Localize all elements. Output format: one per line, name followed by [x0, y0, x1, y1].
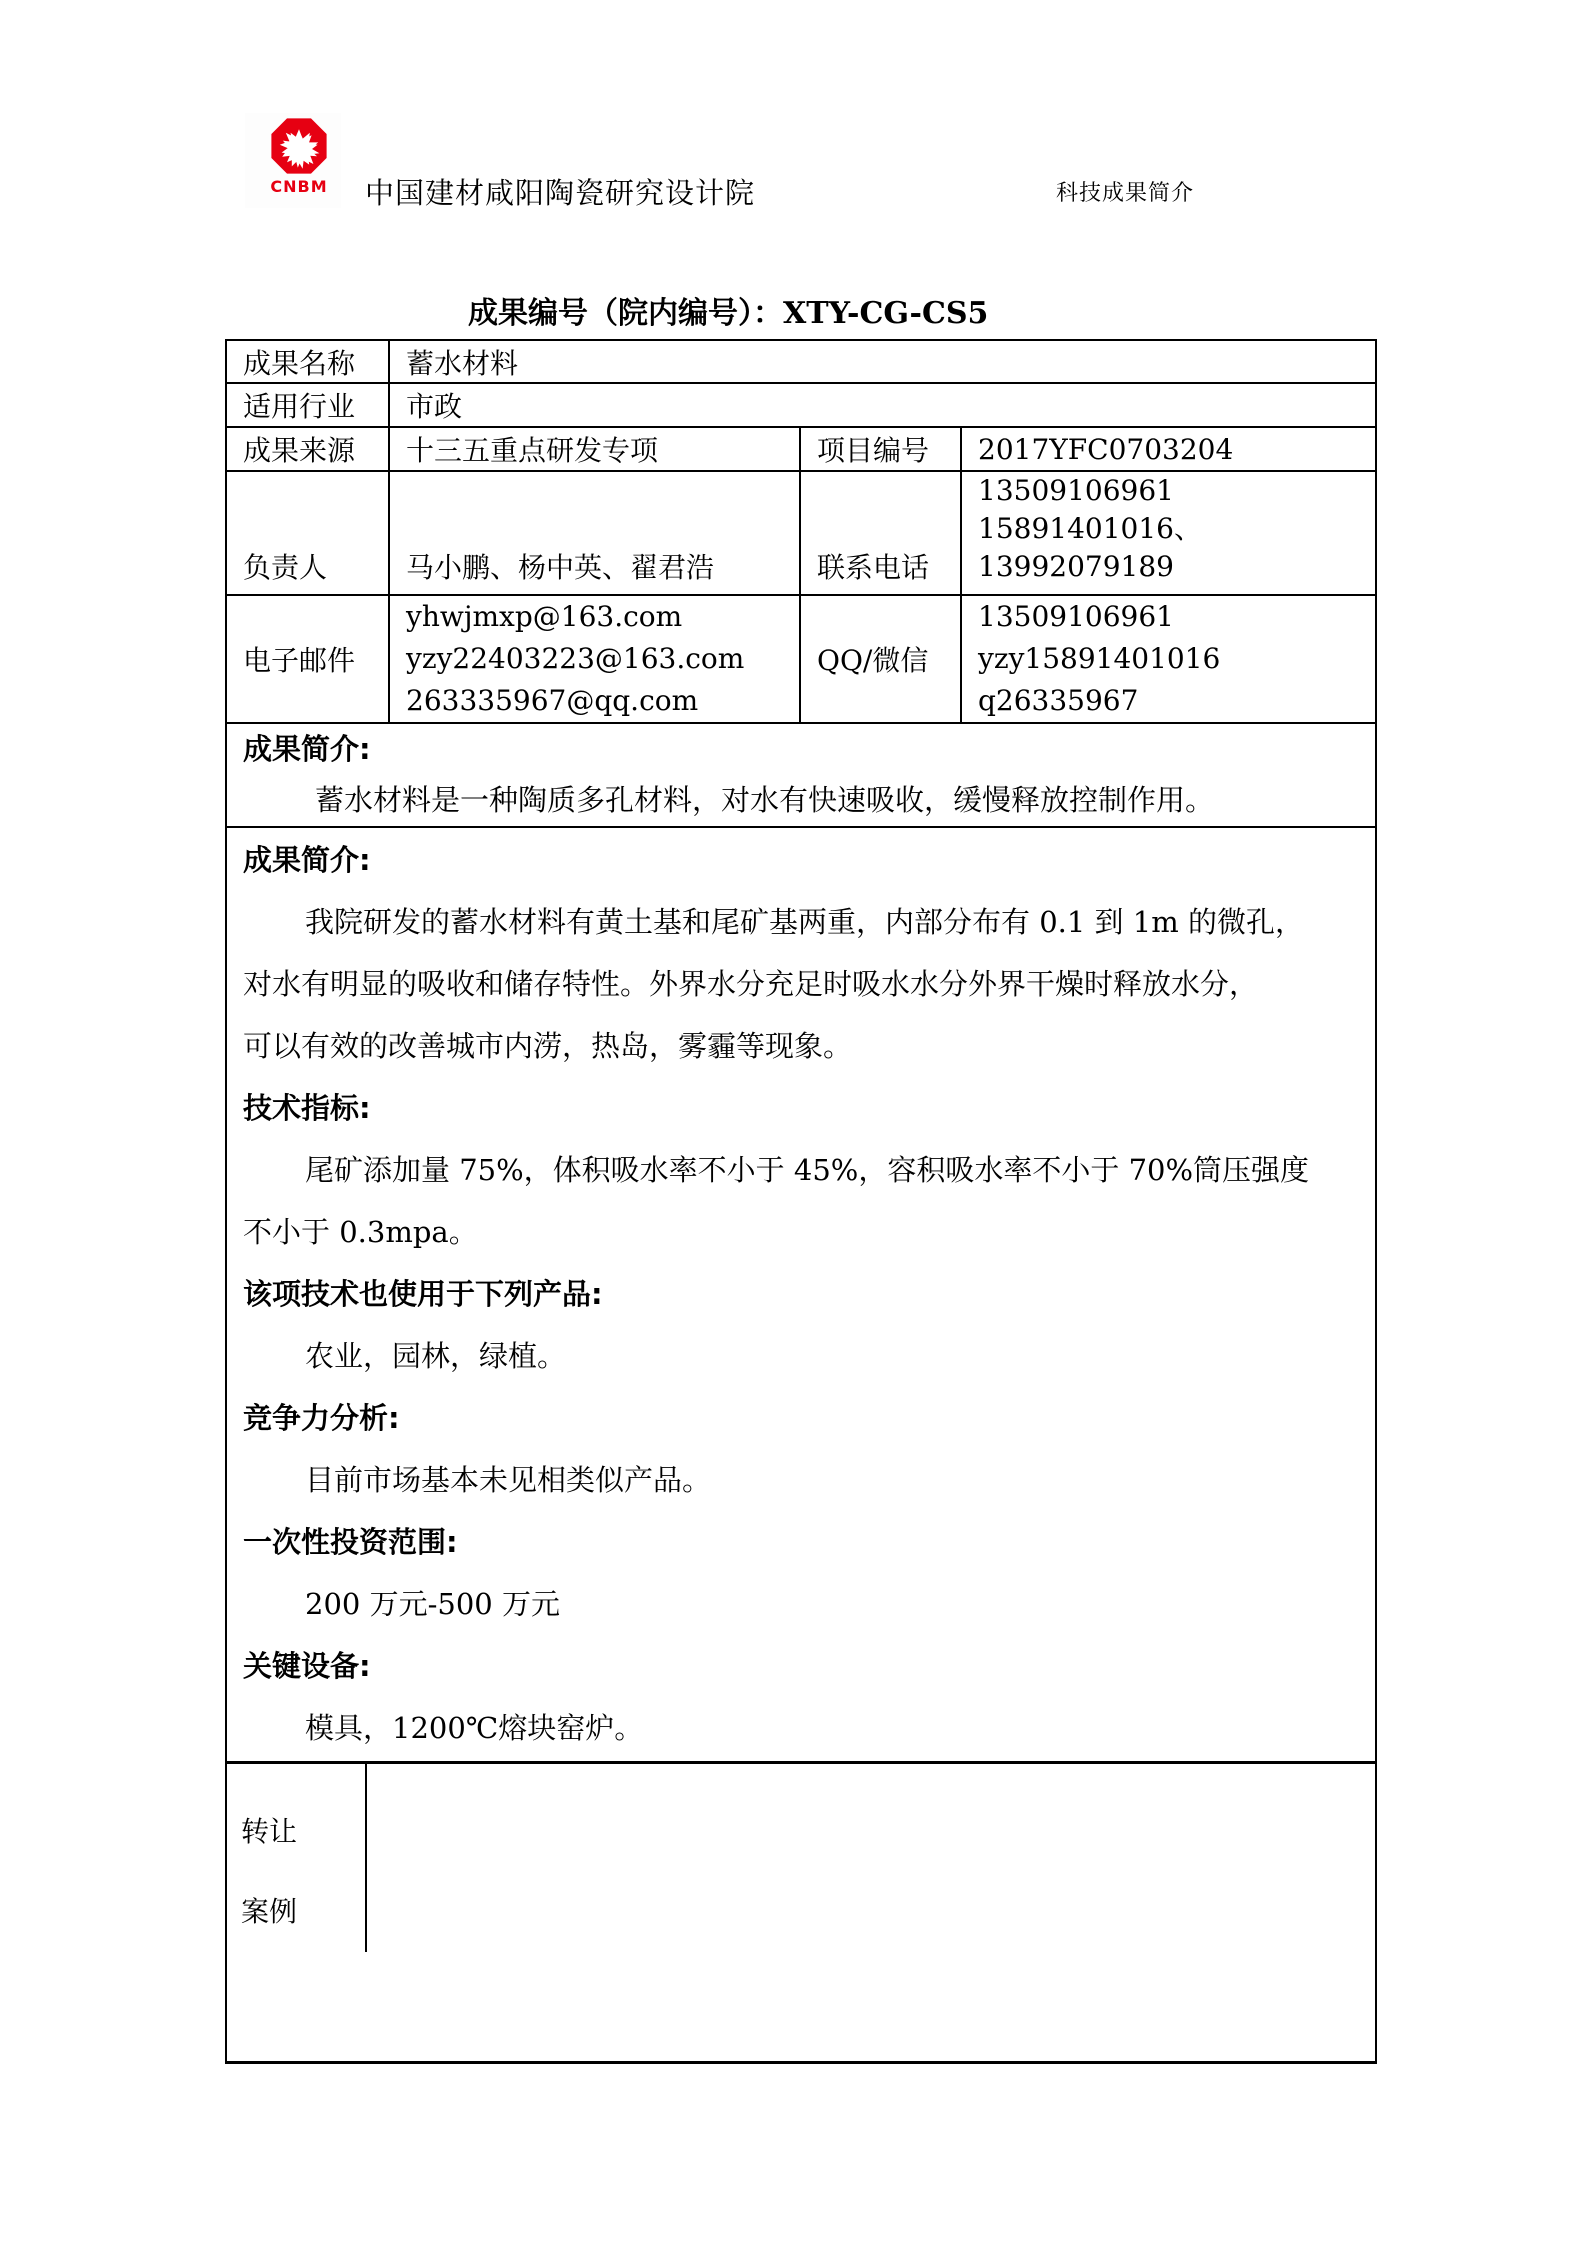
section-text: 200 万元-500 万元: [305, 1587, 560, 1622]
qq-line: q26335967: [978, 684, 1139, 717]
label-result-name: 成果名称: [226, 340, 389, 383]
section-text: 对水有明显的吸收和储存特性。外界水分充足时吸水水分外界干燥时释放水分，: [243, 967, 1259, 1002]
table-row: [226, 427, 1376, 471]
table-row: [226, 723, 1376, 827]
value-email: [389, 595, 800, 723]
section-text: 目前市场基本未见相类似产品。: [305, 1463, 712, 1498]
institute-name: 中国建材咸阳陶瓷研究设计院: [365, 176, 756, 210]
qq-line: 13509106961: [978, 600, 1174, 633]
transfer-case-content: [367, 1764, 1375, 1952]
value-result-name: 蓄水材料: [389, 340, 1376, 383]
label-leader: 负责人: [226, 471, 389, 595]
transfer-inner: [227, 1764, 1375, 1952]
section-heading: 该项技术也使用于下列产品:: [243, 1277, 603, 1312]
qq-line: yzy15891401016: [978, 642, 1221, 675]
section-text: 我院研发的蓄水材料有黄土基和尾矿基两重，内部分布有 0.1 到 1m 的微孔，: [305, 905, 1304, 940]
value-phone: [961, 471, 1376, 595]
cnbm-logo-label: CNBM: [270, 177, 328, 196]
label-industry: 适用行业: [226, 383, 389, 427]
document-type-label: 科技成果简介: [1056, 181, 1195, 206]
transfer-case-label: [227, 1764, 367, 1952]
section-heading: 竞争力分析:: [243, 1401, 400, 1436]
phone-line: 15891401016、13992079189: [978, 512, 1202, 583]
value-leader: 马小鹏、杨中英、翟君浩: [389, 471, 800, 595]
transfer-label-line: 转让: [241, 1814, 298, 1848]
achievement-table: [225, 339, 1377, 2064]
cnbm-logo: [245, 113, 341, 208]
label-project-number: 项目编号: [800, 427, 961, 471]
intro-text: 蓄水材料是一种陶质多孔材料，对水有快速吸收，缓慢释放控制作用。: [315, 783, 1215, 817]
section-heading: 一次性投资范围:: [243, 1525, 458, 1560]
section-text: 尾矿添加量 75%，体积吸水率不小于 45%，容积吸水率不小于 70%筒压强度: [305, 1153, 1310, 1188]
detail-block: [226, 827, 1376, 1762]
value-industry: 市政: [389, 383, 1376, 427]
email-line: yhwjmxp@163.com: [406, 600, 683, 633]
section-heading: 关键设备:: [243, 1649, 371, 1684]
table-row: [226, 340, 1376, 383]
label-source: 成果来源: [226, 427, 389, 471]
value-qq-wechat: [961, 595, 1376, 723]
transfer-row: [226, 1762, 1376, 2062]
table-row: [226, 827, 1376, 1762]
value-source: 十三五重点研发专项: [389, 427, 800, 471]
intro-heading: 成果简介:: [243, 732, 371, 766]
section-text: 农业，园林，绿植。: [305, 1339, 567, 1374]
table-row: [226, 471, 1376, 595]
table-row: [226, 383, 1376, 427]
section-text: 模具，1200℃熔块窑炉。: [305, 1711, 644, 1746]
table-row: [226, 595, 1376, 723]
transfer-label-line: 案例: [241, 1894, 298, 1928]
table-row: [226, 1762, 1376, 2062]
section-heading: 技术指标:: [243, 1091, 371, 1126]
page-title: 成果编号（院内编号）：XTY-CG-CS5: [468, 296, 989, 331]
label-email: 电子邮件: [226, 595, 389, 723]
value-project-number: 2017YFC0703204: [961, 427, 1376, 471]
section-heading: 成果简介:: [243, 843, 371, 878]
label-qq-wechat: QQ/微信: [800, 595, 961, 723]
intro-block: [226, 723, 1376, 827]
phone-line: 13509106961: [978, 474, 1174, 507]
label-phone: 联系电话: [800, 471, 961, 595]
email-line: 263335967@qq.com: [406, 684, 699, 717]
email-line: yzy22403223@163.com: [406, 642, 745, 675]
cnbm-octagon-star-icon: [269, 116, 329, 176]
section-text: 不小于 0.3mpa。: [243, 1215, 478, 1250]
section-text: 可以有效的改善城市内涝，热岛，雾霾等现象。: [243, 1029, 853, 1064]
